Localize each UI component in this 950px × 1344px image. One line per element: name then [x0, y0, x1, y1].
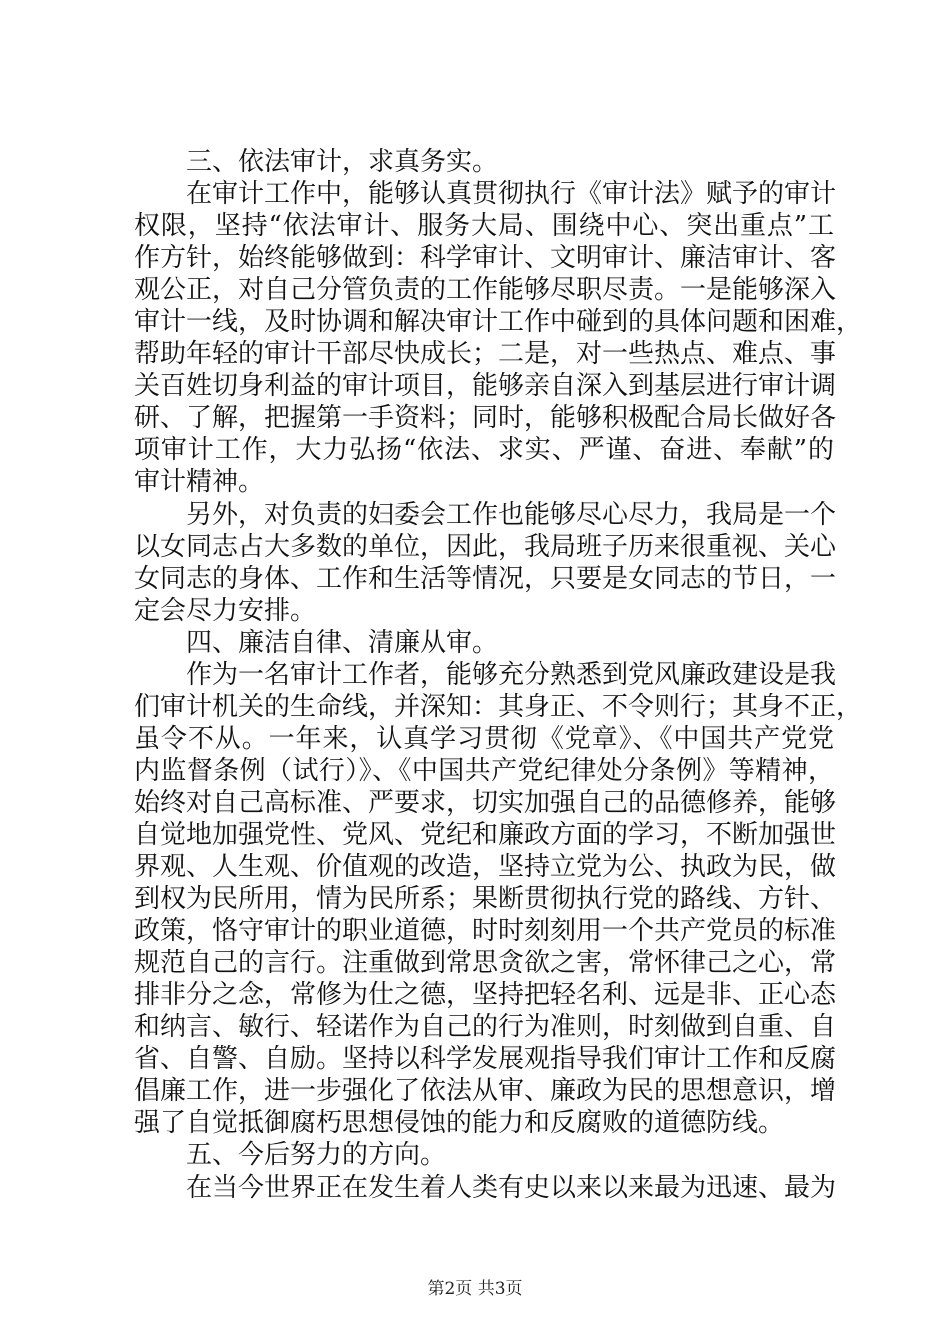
- text-line: 排非分之念，常修为仕之德，坚持把轻名利、远是非、正心态: [134, 980, 837, 1011]
- text-line: 项审计工作，大力弘扬“依法、求实、严谨、奋进、奉献”的: [134, 435, 834, 466]
- text-line: 审计精神。: [134, 467, 265, 498]
- text-line: 观公正，对自己分管负责的工作能够尽职尽责。一是能够深入: [134, 275, 837, 306]
- text-line: 到权为民所用，情为民所系；果断贯彻执行党的路线、方针、: [134, 884, 837, 915]
- text-line: 四、廉洁自律、清廉从审。: [186, 627, 499, 658]
- text-line: 和纳言、敏行、轻诺作为自己的行为准则，时刻做到自重、自: [134, 1012, 837, 1043]
- text-line: 内监督条例（试行）》、《中国共产党纪律处分条例》等精神，: [134, 755, 834, 786]
- text-line: 审计一线，及时协调和解决审计工作中碰到的具体问题和困难，: [134, 307, 863, 338]
- text-line: 作方针，始终能够做到：科学审计、文明审计、廉洁审计、客: [134, 243, 837, 274]
- text-line: 界观、人生观、价值观的改造，坚持立党为公、执政为民，做: [134, 852, 837, 883]
- text-line: 始终对自己高标准、严要求，切实加强自己的品德修养，能够: [134, 787, 837, 818]
- text-line: 政策，恪守审计的职业道德，时时刻刻用一个共产党员的标准: [134, 916, 837, 947]
- text-line: 研、了解，把握第一手资料；同时，能够积极配合局长做好各: [134, 403, 837, 434]
- text-line: 帮助年轻的审计干部尽快成长；二是，对一些热点、难点、事: [134, 339, 837, 370]
- page-footer: 第2页 共3页: [427, 1279, 523, 1299]
- text-line: 规范自己的言行。注重做到常思贪欲之害，常怀律己之心，常: [134, 948, 837, 979]
- text-line: 们审计机关的生命线，并深知：其身正、不令则行；其身不正，: [134, 691, 863, 722]
- text-line: 强了自觉抵御腐朽思想侵蚀的能力和反腐败的道德防线。: [134, 1108, 785, 1139]
- text-line: 以女同志占大多数的单位，因此，我局班子历来很重视、关心: [134, 531, 837, 562]
- document-body: [134, 146, 863, 1204]
- text-line: 关百姓切身利益的审计项目，能够亲自深入到基层进行审计调: [134, 371, 837, 402]
- text-line: 省、自警、自励。坚持以科学发展观指导我们审计工作和反腐: [134, 1044, 837, 1075]
- text-line: 三、依法审计，求真务实。: [186, 147, 499, 177]
- text-line: 定会尽力安排。: [134, 595, 317, 626]
- text-line: 权限，坚持“依法审计、服务大局、围绕中心、突出重点”工: [134, 211, 834, 242]
- text-line: 另外，对负责的妇委会工作也能够尽心尽力，我局是一个: [186, 499, 837, 530]
- text-line: 女同志的身体、工作和生活等情况，只要是女同志的节日，一: [134, 563, 837, 594]
- text-line: 倡廉工作，进一步强化了依法从审、廉政为民的思想意识，增: [134, 1076, 837, 1107]
- text-line: 虽令不从。一年来，认真学习贯彻《党章》、《中国共产党党: [134, 723, 834, 754]
- text-line: 自觉地加强党性、党风、党纪和廉政方面的学习，不断加强世: [134, 819, 837, 850]
- text-line: 在当今世界正在发生着人类有史以来以来最为迅速、最为: [186, 1172, 837, 1203]
- text-line: 五、今后努力的方向。: [186, 1140, 447, 1171]
- text-line: 在审计工作中，能够认真贯彻执行《审计法》赋予的审计: [186, 179, 837, 210]
- text-line: 作为一名审计工作者，能够充分熟悉到党风廉政建设是我: [186, 659, 837, 690]
